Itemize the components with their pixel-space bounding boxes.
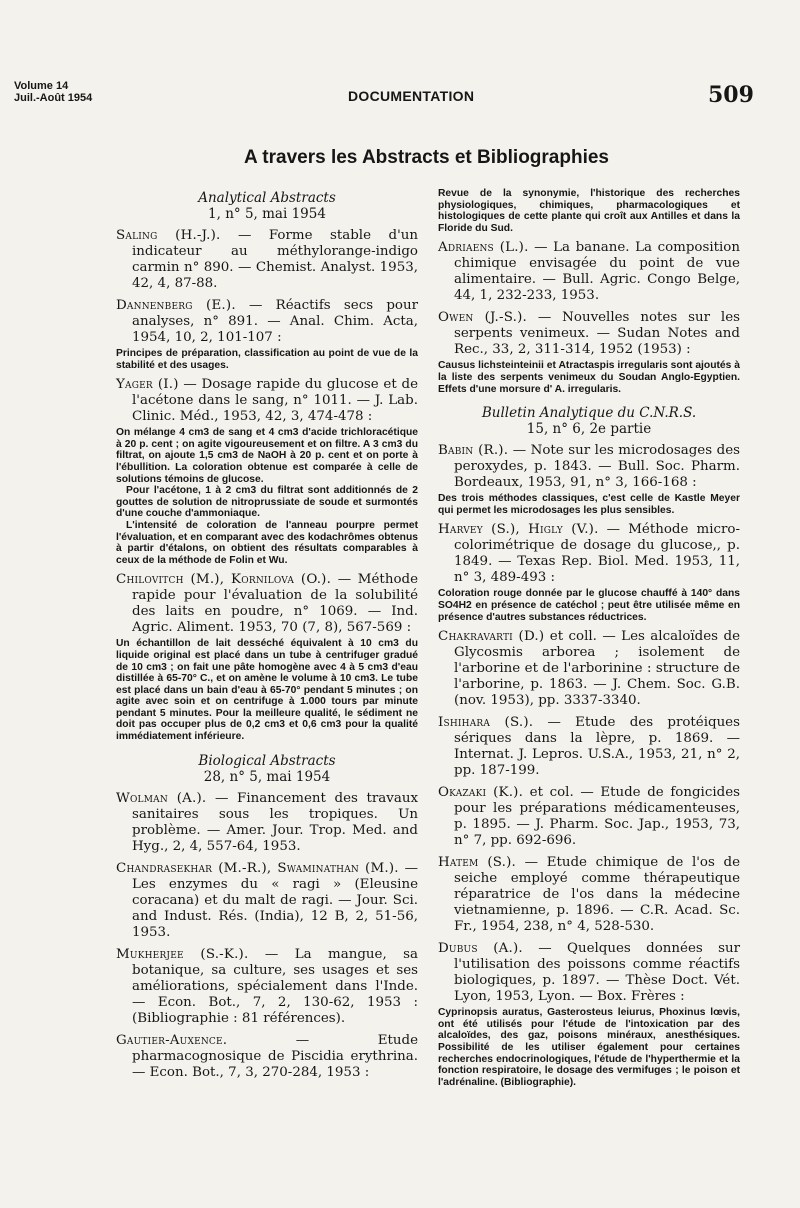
journal-name: Bulletin Analytique du C.N.R.S.: [481, 405, 697, 422]
journal-heading: [438, 405, 740, 437]
reference-author: Chandrasekhar (M.-R.), Swaminathan (M.).: [116, 860, 399, 876]
reference-author: Yager (I.): [116, 377, 179, 393]
journal-issue: 15, n° 6, 2e partie: [526, 421, 652, 438]
reference-text: — Méthode micro-colorimétrique de dosage du glucose,, p. 1849. — Texas Rep. Biol. Med. 1953, 11, n° 3, 489-493 :: [454, 522, 740, 586]
abstract-paragraph: L'intensité de coloration de l'anneau pourpre permet l'évaluation, et en comparant avec des kodachrômes obtenus à partir d'étalons, on obtient des résultats comparables à ceux de la méthode de Folin et Wu.: [116, 519, 418, 566]
reference-text: — Financement des travaux sanitaires sous les tropiques. Un problème. — Amer. Jour. Trop. Med. and Hyg., 2, 4, 557-64, 1953.: [132, 790, 418, 854]
page-number: 509: [708, 82, 754, 108]
abstract-paragraph: On mélange 4 cm3 de sang et 4 cm3 d'acide trichloracétique à 20 p. cent ; on agite vigoureusement et on filtre. A 3 cm3 du filtrat, on ajoute 1,5 cm3 de NaOH à 20 p. cent et on porte à l'ébullition. La coloration obtenue est comparée à celle de solutions témoins de glucose.: [116, 427, 418, 485]
reference-entry: [116, 1033, 418, 1081]
journal-issue: 1, n° 5, mai 1954: [208, 206, 326, 222]
issue-date: Juil.-Août 1954: [14, 92, 93, 104]
reference-entry: [438, 629, 740, 709]
reference-author: Dubus (A.).: [438, 941, 523, 957]
reference-text: — La mangue, sa botanique, sa culture, ses usages et ses améliorations, spécialement dans l'Inde. — Econ. Bot., 7, 2, 130-62, 1953 : (Bibliographie : 81 références).: [132, 946, 418, 1026]
reference-entry: [438, 240, 740, 304]
abstract-note: [438, 493, 740, 516]
reference-text: — Les enzymes du « ragi » (Eleusine coracana) et du malt de ragi. — Jour. Sci. and Indust. Rés. (India), 12 B, 2, 51-56, 1953.: [132, 860, 418, 940]
abstract-note: [438, 1007, 740, 1088]
reference-author: Saling (H.-J.).: [116, 228, 221, 243]
reference-text: — Méthode rapide pour l'évaluation de la solubilité des laits en poudre, n° 1069. — Ind. Agric. Aliment. 1953, 70 (7, 8), 567-569 :: [132, 572, 418, 636]
reference-author: Babin (R.).: [438, 443, 509, 459]
abstract-text: Revue de la synonymie, l'historique des recherches physiologiques, chimiques, pharmacologiques et histologiques de cette plante qui croît aux Antilles et dans la Floride du Sud.: [438, 188, 740, 234]
reference-entry: [438, 785, 740, 849]
reference-author: Chakravarti (D.): [438, 629, 545, 645]
journal-name: Biological Abstracts: [198, 752, 336, 769]
reference-list: [116, 791, 418, 1081]
abstract-paragraph: Coloration rouge donnée par le glucose chauffé à 140° dans SO4H2 en présence de catéchol ; peut être utilisée même en présence d'autres substances réductrices.: [438, 588, 740, 623]
reference-entry: [116, 298, 418, 346]
abstract-paragraph: Cyprinopsis auratus, Gasterosteus leiurus, Phoxinus lœvis, ont été utilisés pour l'étude de l'intoxication par des alcaloïdes, des gaz, poisons minéraux, anesthésiques. Possibilité de les utiliser également pour certaines recherches endocrinologiques, l'étude de l'hyperthermie et la fonction respiratoire, le dosage des vermifuges ; le poison et l'adrénaline. (Bibliographie).: [438, 1007, 740, 1088]
reference-list: [438, 443, 740, 1088]
reference-entry: [116, 791, 418, 855]
reference-author: Adriaens (L.).: [438, 240, 529, 256]
reference-author: Gautier-Auxence.: [116, 1032, 228, 1048]
abstract-note: [116, 638, 418, 742]
journal-name: Analytical Abstracts: [198, 190, 336, 206]
abstract-paragraph: Un échantillon de lait desséché équivalent à 10 cm3 du liquide original est placé dans un tube à centrifuger gradué de 10 cm3 ; on fait une pâte homogène avec 4 à 5 cm3 d'eau distillée à 65-70° C., et on amène le volume à 10 cm3. Le tube est placé dans un bain d'eau à 65-70° pendant 5 minutes ; on agite avec soin et on centrifuge à 1.000 tours par minute pendant 5 minutes. Pour la meilleure qualité, le sédiment ne doit pas occuper plus de 0,2 cm3 et 0,6 cm3 pour la qualité immédiatement inférieure.: [116, 638, 418, 743]
abstract-paragraph: Pour l'acétone, 1 à 2 cm3 du filtrat sont additionnés de 2 gouttes de solution de nitroprussiate de soude et surmontés d'une couche d'ammoniaque.: [116, 485, 418, 520]
volume-label: Volume 14: [14, 80, 69, 92]
abstract-note: [116, 348, 418, 371]
reference-author: Wolman (A.).: [116, 790, 207, 806]
reference-list: [438, 240, 740, 395]
abstract-note: [438, 360, 740, 395]
reference-entry: [116, 861, 418, 941]
abstract-paragraph: Principes de préparation, classification au point de vue de la stabilité et des usages.: [116, 348, 418, 371]
running-header-left: [14, 80, 92, 104]
reference-text: — Note sur les microdosages des peroxydes, p. 1843. — Bull. Soc. Pharm. Bordeaux, 1953, 91, n° 3, 166-168 :: [454, 443, 740, 491]
page-title: A travers les Abstracts et Bibliographies: [244, 147, 609, 168]
continued-abstract: [438, 188, 740, 234]
reference-text: — Dosage rapide du glucose et de l'acétone dans le sang, n° 1011. — J. Lab. Clinic. Méd., 1953, 42, 3, 474-478 :: [132, 377, 418, 425]
reference-entry: [116, 572, 418, 636]
left-column: [116, 188, 418, 1081]
reference-author: Owen (J.-S.).: [438, 310, 527, 326]
reference-author: Chilovitch (M.), Kornilova (O.).: [116, 572, 332, 588]
abstract-paragraph: Causus lichsteinteinii et Atractaspis irregularis sont ajoutés à la liste des serpents venimeux du Soudan Anglo-Egyptien. Effets d'une morsure d' A. irregularis.: [438, 360, 740, 395]
reference-entry: [116, 228, 418, 292]
reference-text: — Etude chimique de l'os de seiche employé comme thérapeutique réparatrice de l'os dans la médecine vietnamienne, p. 1896. — C.R. Acad. Sc. Fr., 1954, 238, n° 4, 528-530.: [454, 855, 741, 935]
reference-text: — Etude des protéiques sériques dans la lèpre, p. 1869. — Internat. J. Lepros. U.S.A., 1953, 21, n° 2, pp. 187-199.: [454, 715, 740, 779]
journal-issue: 28, n° 5, mai 1954: [203, 768, 331, 785]
reference-text: — Réactifs secs pour analyses, n° 891. — Anal. Chim. Acta, 1954, 10, 2, 101-107 :: [132, 298, 418, 345]
right-column: [438, 188, 740, 1088]
journal-heading: [116, 190, 418, 222]
reference-text: et col. — Etude de fongicides pour les préparations médicamenteuses, p. 1895. — J. Pharm. Soc. Jap., 1953, 73, n° 7, pp. 692-696.: [454, 785, 740, 849]
reference-entry: [438, 855, 740, 935]
reference-text: — Etude pharmacognosique de Piscidia erythrina. — Econ. Bot., 7, 3, 270-284, 1953 :: [132, 1032, 418, 1080]
reference-author: Harvey (S.), Higly (V.).: [438, 522, 599, 538]
journal-heading: [116, 753, 418, 785]
reference-entry: [116, 377, 418, 425]
section-header: DOCUMENTATION: [348, 88, 475, 104]
reference-author: Dannenberg (E.).: [116, 298, 236, 313]
reference-list: [116, 228, 418, 743]
reference-entry: [438, 715, 740, 779]
reference-text: et coll. — Les alcaloïdes de Glycosmis arborea ; isolement de l'arborine et de l'arborinine : structure de l'arborine, p. 1863. — J. Chem. Soc. G.B. (nov. 1953), pp. 3337-3340.: [454, 629, 740, 709]
reference-author: Ishihara (S.).: [438, 715, 534, 731]
reference-entry: [438, 310, 740, 358]
abstract-note: [438, 588, 740, 623]
reference-text: — Nouvelles notes sur les serpents venimeux. — Sudan Notes and Rec., 33, 2, 311-314, 1952 (1953) :: [454, 310, 740, 358]
reference-author: Mukherjee (S.-K.).: [116, 946, 249, 962]
reference-entry: [438, 443, 740, 491]
reference-text: — Forme stable d'un indicateur au méthylorange-indigo carmin n° 890. — Chemist. Analyst. 1953, 42, 4, 87-88.: [132, 228, 419, 291]
reference-entry: [438, 522, 740, 586]
reference-text: — La banane. La composition chimique envisagée du point de vue alimentaire. — Bull. Agric. Congo Belge, 44, 1, 232-233, 1953.: [454, 240, 740, 304]
reference-author: Okazaki (K.).: [438, 785, 524, 801]
reference-entry: [438, 941, 740, 1005]
abstract-note: [116, 427, 418, 566]
reference-author: Hatem (S.).: [438, 855, 516, 871]
reference-text: — Quelques données sur l'utilisation des poissons comme réactifs biologiques, p. 1897. — Thèse Doct. Vét. Lyon, 1953, Lyon. — Box. Frères :: [454, 941, 740, 1005]
abstract-paragraph: Des trois méthodes classiques, c'est celle de Kastle Meyer qui permet les microdosages les plus sensibles.: [438, 493, 740, 516]
reference-entry: [116, 947, 418, 1027]
